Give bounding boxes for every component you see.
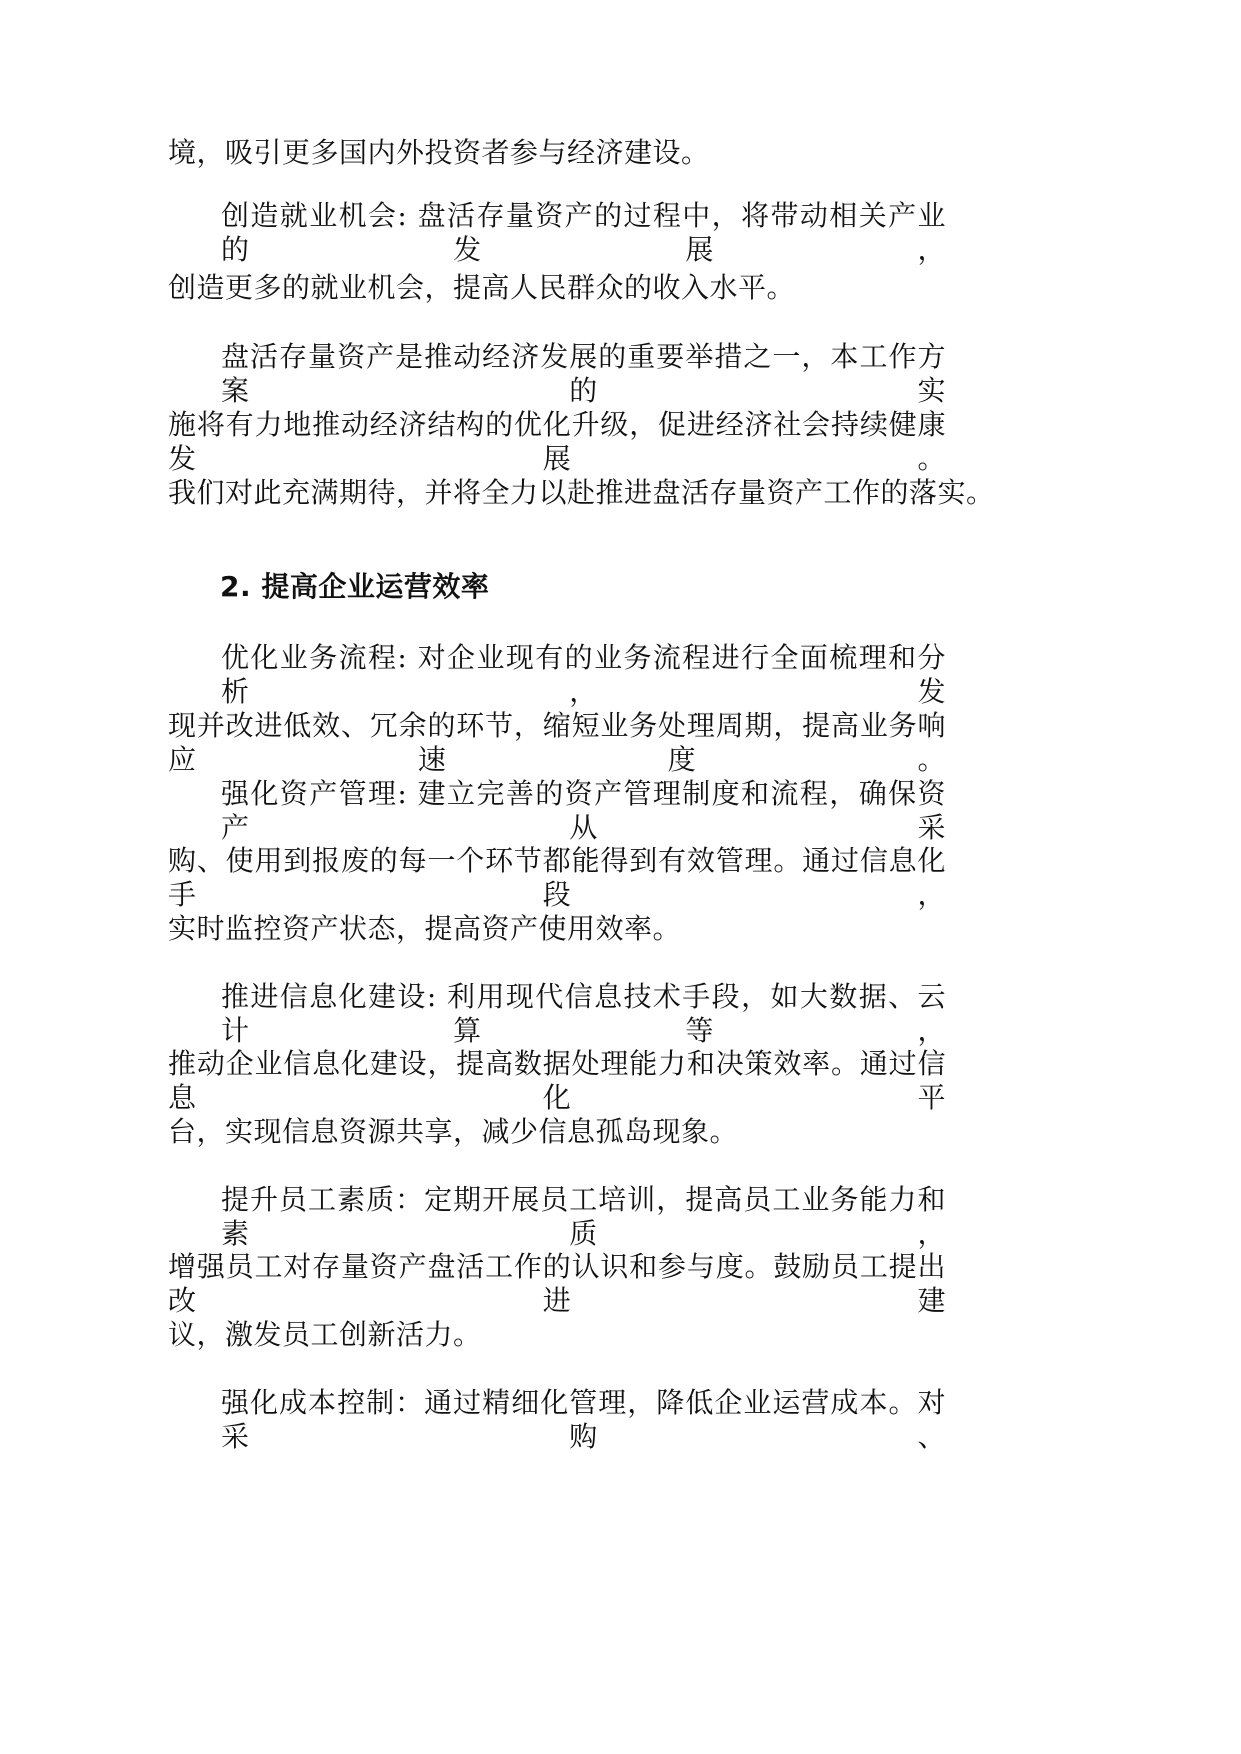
text-line: 强化成本控制：通过精细化管理，降低企业运营成本。对采购、 xyxy=(221,1386,946,1453)
text-line: 推进信息化建设: 利用现代信息技术手段，如大数据、云计算等， xyxy=(221,980,946,1047)
text-line: 台，实现信息资源共享，减少信息孤岛现象。 xyxy=(168,1115,739,1148)
text-line: 议，激发员工创新活力。 xyxy=(168,1318,482,1351)
text-line: 现并改进低效、冗余的环节，缩短业务处理周期，提高业务响应速度。 xyxy=(168,709,946,776)
text-line: 创造就业机会: 盘活存量资产的过程中，将带动相关产业的发展， xyxy=(221,199,946,266)
text-line: 推动企业信息化建设，提高数据处理能力和决策效率。通过信息化平 xyxy=(168,1047,946,1114)
text-line: 创造更多的就业机会，提高人民群众的收入水平。 xyxy=(168,271,796,304)
text-line: 境，吸引更多国内外投资者参与经济建设。 xyxy=(168,136,710,169)
text-line: 增强员工对存量资产盘活工作的认识和参与度。鼓励员工提出改进建 xyxy=(168,1250,946,1317)
text-line: 优化业务流程: 对企业现有的业务流程进行全面梳理和分析，发 xyxy=(221,641,946,708)
text-line: 盘活存量资产是推动经济发展的重要举措之一，本工作方案的实 xyxy=(221,340,946,407)
text-line: 购、使用到报废的每一个环节都能得到有效管理。通过信息化手段， xyxy=(168,844,946,911)
text-line: 实时监控资产状态，提高资产使用效率。 xyxy=(168,912,682,945)
section-heading: 2. 提高企业运营效率 xyxy=(220,570,490,603)
text-line: 提升员工素质：定期开展员工培训，提高员工业务能力和素质， xyxy=(221,1183,946,1250)
text-line: 我们对此充满期待，并将全力以赴推进盘活存量资产工作的落实。 xyxy=(168,476,995,509)
text-line: 强化资产管理: 建立完善的资产管理制度和流程，确保资产从采 xyxy=(221,777,946,844)
text-line: 施将有力地推动经济结构的优化升级，促进经济社会持续健康发展。 xyxy=(168,408,946,475)
